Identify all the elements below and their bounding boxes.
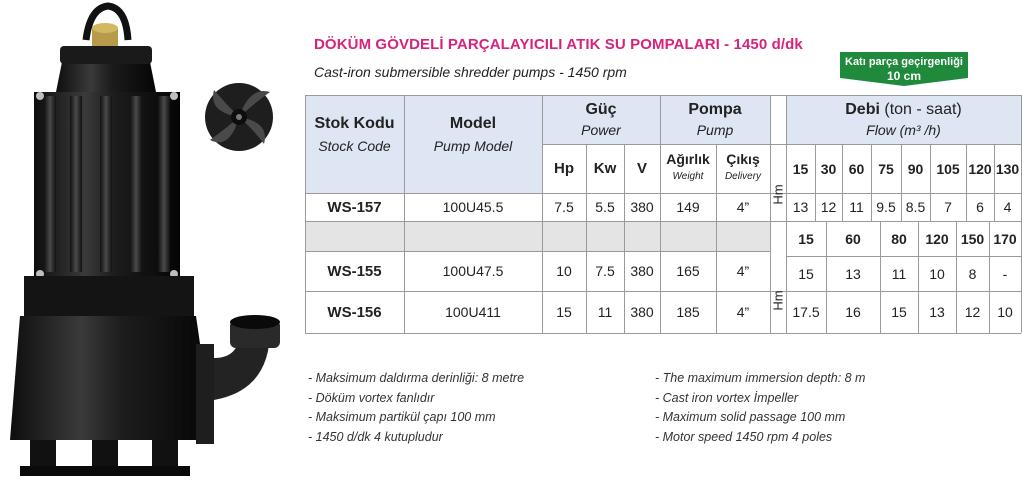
row-ws157-weight: 149 [676,199,700,215]
row-ws156-stock: WS-156 [327,303,382,321]
notes-english [655,369,865,447]
flow-col-8: 130 [995,160,1020,177]
row-ws155-head-4: 10 [929,265,945,282]
row-ws156-head-1: 17.5 [792,304,820,320]
row-ws155-model: 100U47.5 [442,263,504,279]
header-flow-unit: (ton - saat) [884,101,962,118]
flow-col-7: 120 [968,160,992,177]
row-ws157-hp: 7.5 [554,199,574,215]
row-ws156-head-5: 12 [964,304,981,320]
hm-text-lower: Hm [770,289,786,311]
flow2-col-6: 170 [993,230,1017,247]
note-en-4: - Motor speed 1450 rpm 4 poles [655,429,833,444]
header-flow-en: Flow (m³ /h) [866,122,941,138]
header-stock-en: Stock Code [318,138,391,154]
hm-label-upper [770,167,786,221]
flow2-col-5: 150 [960,230,985,247]
header-pump-en: Pump [696,122,734,138]
row-ws157-head-6: 7 [944,199,952,215]
header-hp: Hp [554,160,574,177]
flow-col-3: 60 [848,160,865,177]
row-ws157-head-7: 6 [976,199,984,215]
flow2-col-3: 80 [891,230,907,247]
badge-value: 10 cm [886,69,922,83]
row-ws156-kw: 11 [597,304,613,320]
header-weight-en: Weight [672,170,704,182]
page-title: DÖKÜM GÖVDELİ PARÇALAYICILI ATIK SU POMPALARI - 1450 d/dk [314,36,803,53]
note-tr-3: - Maksimum partikül çapı 100 mm [308,410,496,424]
row-ws156-outlet: 4” [736,304,750,320]
flow2-col-2: 60 [845,230,861,247]
row-ws157-head-2: 12 [820,199,837,215]
row-ws155-head-2: 13 [845,265,861,282]
row-ws155-hp: 10 [556,263,572,279]
notes-turkish [308,369,524,447]
row-ws157-outlet: 4” [736,199,750,215]
flow-col-2: 30 [820,160,837,177]
row-ws157-kw: 5.5 [595,199,615,215]
badge-label: Katı parça geçirgenliği [845,56,963,68]
row-ws155-head-6: - [1002,265,1008,282]
row-ws156-head-6: 10 [997,304,1013,320]
row-ws156-v: 380 [630,304,654,320]
row-ws156-head-3: 15 [891,304,907,320]
flow-col-1: 15 [792,160,809,177]
row-ws157-head-3: 11 [849,199,864,215]
header-outlet-tr: Çıkış [726,151,760,167]
row-ws157-head-5: 8.5 [905,199,926,215]
header-power-en: Power [581,122,621,138]
row-ws156-hp: 15 [556,304,572,320]
header-weight-tr: Ağırlık [666,151,710,167]
header-model-en: Pump Model [433,138,513,154]
header-pump-tr: Pompa [688,101,742,118]
header-outlet-en: Delivery [724,170,762,182]
row-ws156-weight: 185 [676,304,700,320]
flow2-col-4: 120 [925,230,949,247]
note-en-2: - Cast iron vortex İmpeller [655,390,799,405]
row-ws155-head-1: 15 [798,265,814,282]
header-flow [786,99,1021,121]
flow2-col-1: 15 [798,230,814,247]
row-ws157-model: 100U45.5 [442,199,504,215]
row-ws157-head-8: 4 [1003,199,1012,215]
header-stock-tr: Stok Kodu [314,115,395,132]
row-ws157-head-1: 13 [792,199,809,215]
row-ws156-head-4: 13 [929,304,945,320]
header-flow-tr: Debi [845,101,880,118]
flow-col-6: 105 [936,160,960,177]
row-ws157-stock: WS-157 [327,198,382,216]
row-ws155-v: 380 [630,263,654,279]
note-tr-1: - Maksimum daldırma derinliği: 8 metre [308,371,525,385]
row-ws155-stock: WS-155 [327,262,382,280]
row-ws155-head-5: 8 [968,265,977,282]
hm-text-upper: Hm [770,183,786,205]
page-subtitle: Cast-iron submersible shredder pumps - 1450 rpm [314,64,627,80]
solid-passage-badge [836,52,972,86]
row-ws155-kw: 7.5 [595,263,615,279]
note-tr-4: - 1450 d/dk 4 kutupludur [308,429,443,444]
flow-col-5: 90 [907,160,924,177]
flow-col-4: 75 [878,160,894,177]
impeller-image [200,78,278,156]
pump-image [0,0,300,486]
row-ws156-head-2: 16 [845,304,861,320]
hm-label-lower [770,273,786,327]
note-tr-2: - Döküm vortex fanlıdır [308,390,435,405]
header-stock-code [305,113,404,135]
row-ws157-v: 380 [630,199,654,215]
note-en-3: - Maximum solid passage 100 mm [655,410,846,424]
header-power-tr: Güç [585,101,617,118]
note-en-1: - The maximum immersion depth: 8 m [655,371,866,385]
row-ws155-weight: 165 [676,263,700,279]
header-kw: Kw [593,160,617,177]
row-ws155-outlet: 4” [736,263,750,279]
header-model-tr: Model [449,115,497,132]
header-v: V [636,160,647,177]
row-ws157-head-4: 9.5 [876,199,896,215]
row-ws156-model: 100U411 [445,304,501,320]
row-ws155-head-3: 11 [891,265,907,282]
